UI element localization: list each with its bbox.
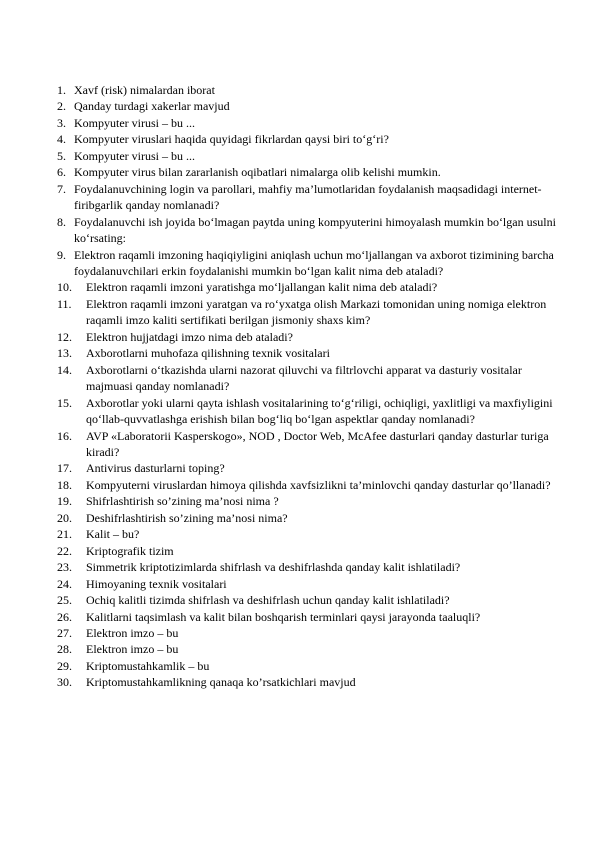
question-item	[57, 526, 557, 542]
question-text: Antivirus dasturlarni toping?	[86, 461, 225, 476]
question-text: Kalitlarni taqsimlash va kalit bilan boshqarish terminlari qaysi jarayonda taaluqli?	[86, 609, 481, 624]
question-number: 1.	[57, 83, 66, 97]
question-item	[57, 543, 557, 559]
question-item	[57, 345, 557, 361]
question-text: Qanday turdagi xakerlar mavjud	[74, 99, 230, 114]
question-text: Elektron raqamli imzoning haqiqiyligini aniqlash uchun mo‘ljallangan va axborot tizimining barcha foydalanuvchilari erkin foydalanishi mumkin bo‘lgan kalit nima deb ataladi?	[74, 247, 554, 278]
question-item	[57, 115, 557, 131]
question-text: Kompyuterni viruslardan himoya qilishda xavfsizlikni ta’minlovchi qanday dasturlar qo’llanadi?	[86, 477, 551, 492]
question-number: 2.	[57, 99, 66, 114]
question-number: 22.	[57, 543, 72, 558]
question-number: 9.	[57, 247, 66, 262]
question-item	[57, 428, 557, 461]
question-text: Simmetrik kriptotizimlarda shifrlash va deshifrlashda qanday kalit ishlatiladi?	[86, 560, 461, 575]
question-text: Kompyuter viruslari haqida quyidagi fikrlardan qaysi biri to‘g‘ri?	[74, 132, 389, 147]
question-item	[57, 592, 557, 608]
question-item	[57, 641, 557, 657]
question-number: 28.	[57, 642, 72, 657]
question-text: Elektron imzo – bu	[86, 642, 179, 657]
question-number: 6.	[57, 165, 66, 180]
question-item	[57, 493, 557, 509]
question-number: 15.	[57, 395, 72, 410]
question-number: 3.	[57, 115, 66, 130]
question-item	[57, 576, 557, 592]
question-item	[57, 296, 557, 329]
question-number: 16.	[57, 428, 72, 443]
question-text: Axborotlar yoki ularni qayta ishlash vositalarining to‘g‘riligi, ochiqligi, yaxlitligi va maxfiyligini qo‘llab-quvvatlashga erishish bilan bog‘liq bo‘lgan aspektlar qanday nomlanadi?	[86, 395, 553, 427]
question-item	[57, 477, 557, 493]
question-text: Deshifrlashtirish so’zining ma’nosi nima?	[86, 510, 288, 525]
question-item	[57, 98, 557, 114]
question-number: 24.	[57, 576, 72, 591]
question-text: Elektron imzo – bu	[86, 625, 179, 640]
question-number: 30.	[57, 675, 72, 690]
question-item	[57, 625, 557, 641]
question-text: Himoyaning texnik vositalari	[86, 576, 227, 591]
question-number: 26.	[57, 609, 72, 624]
question-text: Kompyuter virusi – bu ...	[74, 148, 195, 163]
question-text: Shifrlashtirish so’zining ma’nosi nima ?	[86, 494, 279, 509]
question-text: Axborotlarni o‘tkazishda ularni nazorat qiluvchi va filtrlovchi apparat va dasturiy vositalar majmuasi qanday nomlanadi?	[86, 362, 522, 394]
question-number: 10.	[57, 280, 72, 295]
question-text: Kompyuter virusi – bu ...	[74, 115, 195, 130]
question-number: 29.	[57, 658, 72, 673]
question-item	[57, 181, 557, 214]
question-number: 27.	[57, 625, 72, 640]
question-item	[57, 658, 557, 674]
question-item	[57, 559, 557, 575]
question-text: Kriptomustahkamlikning qanaqa ko’rsatkichlari mavjud	[86, 675, 356, 690]
question-item	[57, 362, 557, 395]
question-item	[57, 247, 557, 280]
question-number: 12.	[57, 329, 72, 344]
question-item	[57, 460, 557, 476]
question-item	[57, 329, 557, 345]
question-text: Kriptografik tizim	[86, 543, 174, 558]
question-text: Foydalanuvchi ish joyida bo‘lmagan paytda uning kompyuterini himoyalash mumkin bo‘lgan usulni ko‘rsating:	[74, 214, 556, 246]
question-number: 21.	[57, 527, 72, 542]
question-item	[57, 148, 557, 164]
question-text: Elektron hujjatdagi imzo nima deb ataladi?	[86, 329, 293, 344]
question-number: 13.	[57, 346, 72, 361]
question-text: Kalit – bu?	[86, 527, 140, 542]
question-number: 8.	[57, 214, 66, 229]
question-text: Kriptomustahkamlik – bu	[86, 658, 210, 673]
question-item	[57, 510, 557, 526]
question-number: 4.	[57, 132, 66, 147]
question-list	[57, 82, 557, 691]
question-number: 19.	[57, 494, 72, 509]
question-number: 5.	[57, 148, 66, 163]
question-number: 14.	[57, 362, 72, 377]
question-number: 17.	[57, 461, 72, 476]
question-text: Elektron raqamli imzoni yaratishga mo‘ljallangan kalit nima deb ataladi?	[86, 280, 438, 295]
question-number: 23.	[57, 560, 72, 575]
question-text: AVP «Laboratorii Kasperskogo», NOD , Doctor Web, McAfee dasturlari qanday dasturlar turiga kiradi?	[86, 428, 549, 459]
question-item	[57, 395, 557, 428]
question-item	[57, 674, 557, 690]
question-item	[57, 609, 557, 625]
question-text: Axborotlarni muhofaza qilishning texnik vositalari	[86, 346, 330, 361]
question-text: Elektron raqamli imzoni yaratgan va ro‘yxatga olish Markazi tomonidan uning nomiga elektron raqamli imzo kaliti sertifikati berilgan jismoniy shaxs kim?	[86, 296, 547, 328]
question-number: 11.	[57, 296, 72, 311]
question-number: 18.	[57, 477, 72, 492]
question-item	[57, 214, 557, 247]
question-item	[57, 279, 557, 295]
question-number: 7.	[57, 181, 66, 196]
question-item	[57, 131, 557, 147]
question-number: 25.	[57, 593, 72, 608]
question-text: Kompyuter virus bilan zararlanish oqibatlari nimalarga olib kelishi mumkin.	[74, 165, 441, 180]
question-text: Ochiq kalitli tizimda shifrlash va deshifrlash uchun qanday kalit ishlatiladi?	[86, 593, 450, 608]
question-item	[57, 164, 557, 180]
question-number: 20.	[57, 510, 72, 525]
question-text: Foydalanuvchining login va parollari, mahfiy ma’lumotlaridan foydalanish maqsadidagi internet-firibgarlik qanday nomlanadi?	[74, 181, 542, 213]
question-item	[57, 82, 557, 98]
question-text: Xavf (risk) nimalardan iborat	[74, 83, 215, 97]
